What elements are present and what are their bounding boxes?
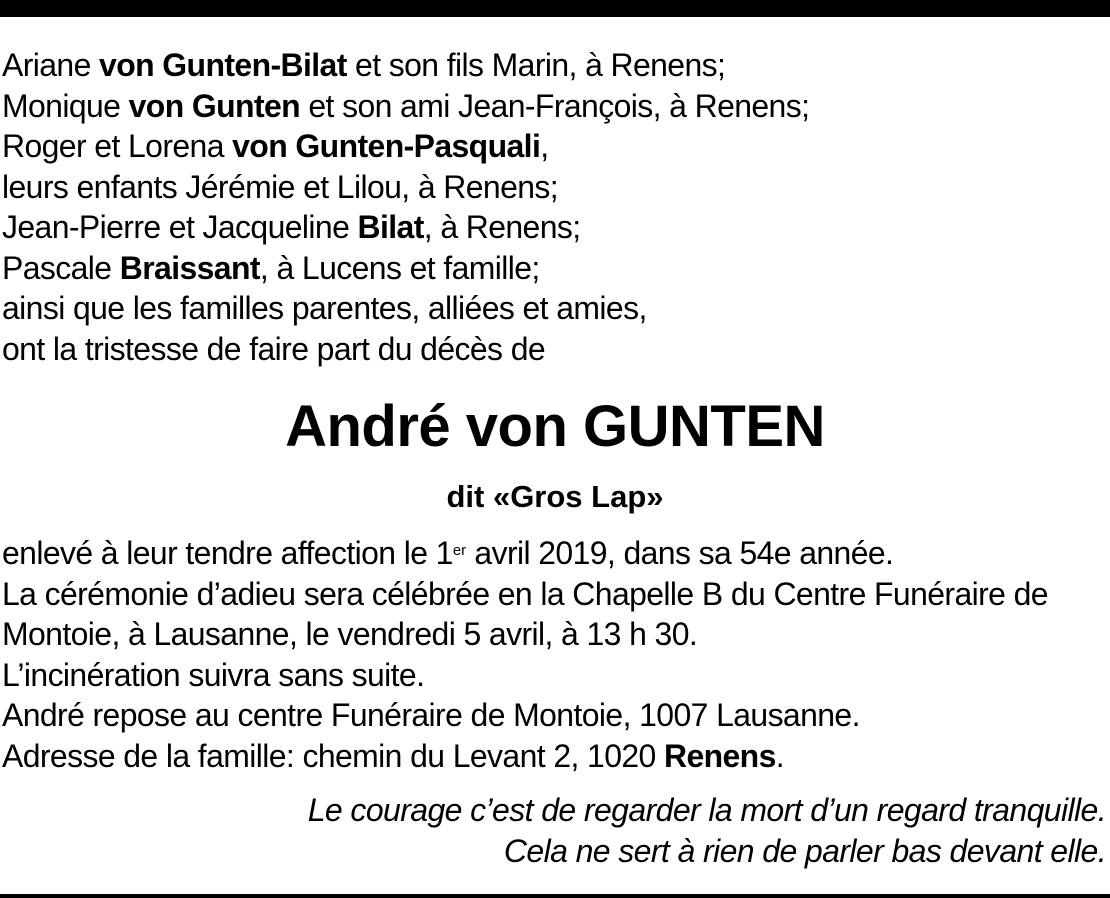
- family-name-bold: Bilat: [357, 209, 424, 245]
- family-name-bold: von Gunten-Pasquali: [232, 128, 541, 164]
- family-line-pascale: Pascale Braissant, à Lucens et famille;: [2, 249, 540, 286]
- family-line-children: leurs enfants Jérémie et Lilou, à Renens;: [2, 168, 559, 205]
- family-line-roger: Roger et Lorena von Gunten-Pasquali,: [2, 128, 549, 164]
- closing-quote: [308, 790, 1106, 871]
- rest-location-line: André repose au centre Funéraire de Montoie, 1007 Lausanne.: [2, 697, 860, 733]
- family-line-relatives: ainsi que les familles parentes, alliées et amies,: [2, 290, 647, 326]
- incineration-line: L’incinération suivra sans suite.: [2, 656, 425, 693]
- family-line-monique: Monique von Gunten et son ami Jean-François, à Renens;: [2, 87, 810, 124]
- deceased-nickname: dit «Gros Lap»: [446, 479, 664, 514]
- family-line-ariane: Ariane von Gunten-Bilat et son fils Marin, à Renens;: [2, 47, 726, 83]
- quote-line-2: Cela ne sert à rien de parler bas devant elle.: [503, 832, 1106, 869]
- family-line-announcement: ont la tristesse de faire part du décès de: [2, 330, 546, 367]
- deceased-name: André von GUNTEN: [285, 394, 825, 459]
- ceremony-line-1: La cérémonie d’adieu sera célébrée en la Chapelle B du Centre Funéraire de: [2, 575, 1048, 612]
- quote-line-1: Le courage c’est de regarder la mort d’un regard tranquille.: [307, 792, 1106, 828]
- address-city-bold: Renens: [663, 737, 776, 774]
- family-announcement: [2, 45, 1108, 369]
- death-date-line: enlevé à leur tendre affection le 1er avril 2019, dans sa 54e année.: [2, 535, 894, 571]
- top-border-rule: [0, 0, 1110, 17]
- family-address-line: Adresse de la famille: chemin du Levant 2, 1020 Renens.: [2, 737, 785, 774]
- funeral-details: [2, 533, 1108, 776]
- family-name-bold: von Gunten-Bilat: [99, 47, 347, 83]
- ceremony-line-2: Montoie, à Lausanne, le vendredi 5 avril, à 13 h 30.: [2, 616, 698, 652]
- family-line-bilat: Jean-Pierre et Jacqueline Bilat, à Renens;: [2, 209, 581, 245]
- ordinal-suffix: er: [452, 542, 467, 559]
- bottom-border-rule: [0, 894, 1110, 898]
- family-name-bold: von Gunten: [128, 87, 301, 124]
- family-name-bold: Braissant: [119, 249, 260, 286]
